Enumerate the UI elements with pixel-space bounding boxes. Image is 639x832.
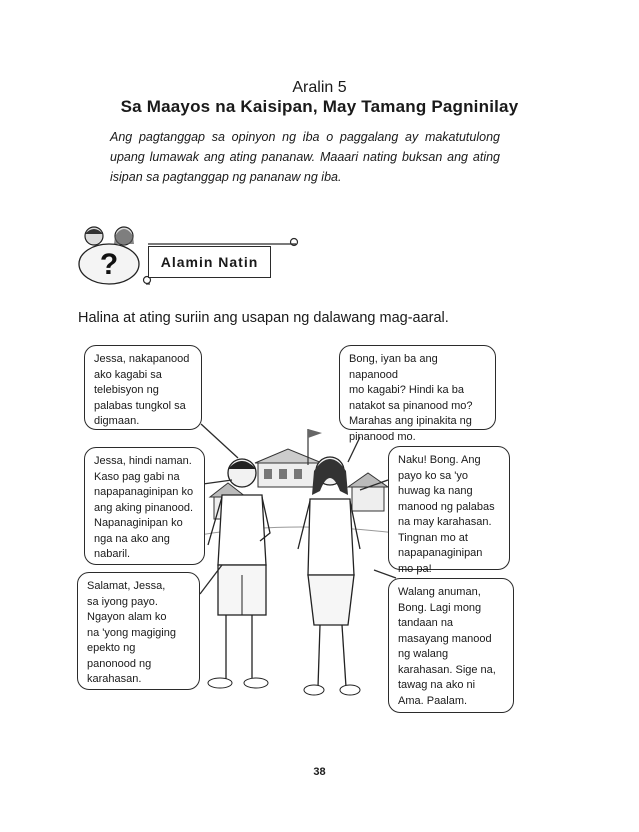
lesson-number: Aralin 5 (292, 79, 347, 96)
lead-text: Halina at ating suriin ang usapan ng dalawang mag-aaral. (78, 310, 449, 326)
speech-bubble-jessa-2: Naku! Bong. Ang payo ko sa 'yo huwag ka nang manood ng palabas na may karahasan. Tingnan mo at napapanaginipan mo pa! (388, 446, 510, 570)
banner-label: Alamin Natin (148, 246, 271, 278)
speech-bubble-bong-2: Jessa, hindi naman. Kaso pag gabi na napapanaginipan ko ang aking pinanood. Napanaginipan ko nga na ako ang nabaril. (84, 447, 205, 565)
lesson-title: Sa Maayos na Kaisipan, May Tamang Pagninilay (120, 97, 519, 116)
lesson-intro: Ang pagtanggap sa opinyon ng iba o paggalang ay makatutulong upang lumawak ang ating pananaw. Maaari nating buksan ang ating isipan sa pagtanggap ng pananaw ng iba. (110, 130, 500, 184)
speech-bubble-jessa-1: Bong, iyan ba ang napanood mo kagabi? Hindi ka ba natakot sa pinanood mo? Marahas ang ipinakita ng pinanood mo. (339, 345, 496, 430)
speech-bubble-bong-3: Salamat, Jessa, sa iyong payo. Ngayon alam ko na 'yong magiging epekto ng panonood ng karahasan. (77, 572, 200, 690)
page-number: 38 (313, 766, 326, 778)
speech-bubble-bong-1: Jessa, nakapanood ako kagabi sa telebisyon ng palabas tungkol sa digmaan. (84, 345, 202, 430)
svg-text:?: ? (99, 248, 119, 281)
speech-bubble-jessa-3: Walang anuman, Bong. Lagi mong tandaan na masayang manood ng walang karahasan. Sige na, tawag na ako ni Ama. Paalam. (388, 578, 514, 713)
